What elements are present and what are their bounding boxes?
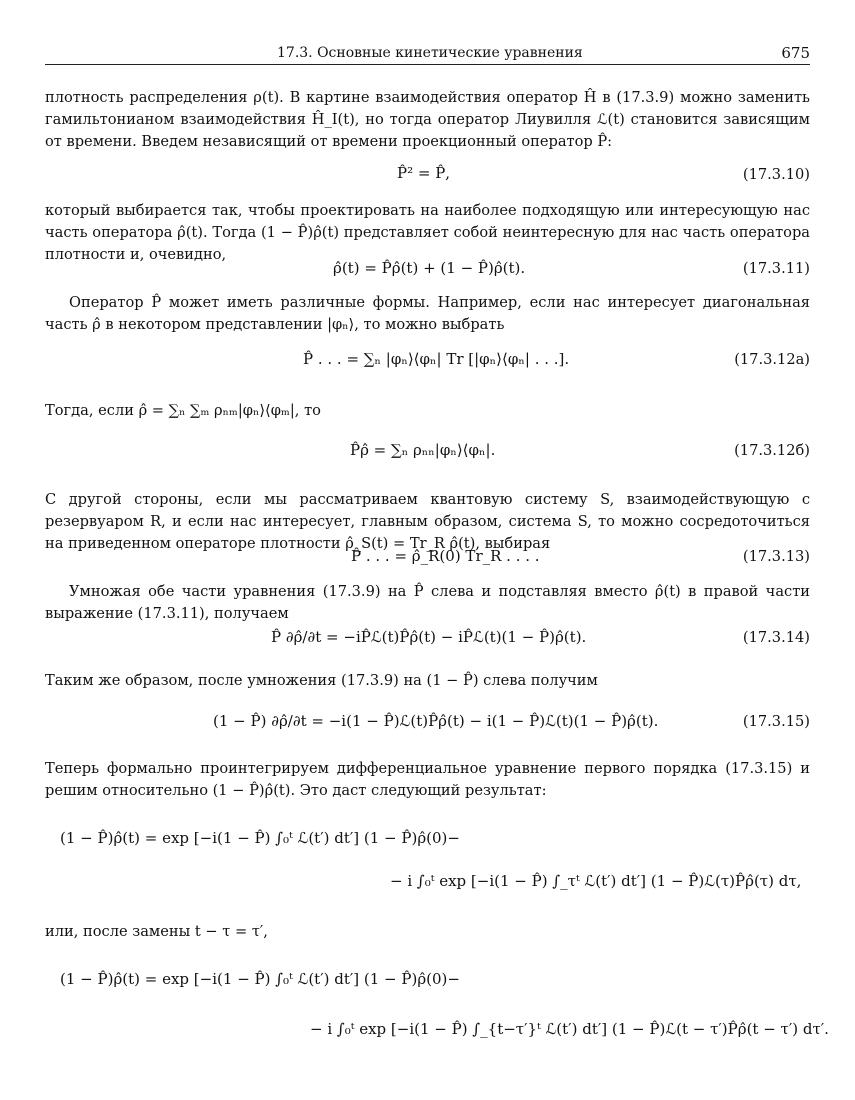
paragraph-2: который выбирается так, чтобы проектировать на наиболее подходящую или интересующую нас часть оператора ρ̂(t). Тогда (1 − P̂)ρ̂(t) представляет собой неинтересную для нас часть оператора плотности и, очевидно,: [45, 202, 810, 263]
equation-number-17-3-14: (17.3.14): [742, 629, 810, 646]
solution-2-line-1: (1 − P̂)ρ̂(t) = exp [−i(1 − P̂) ∫₀ᵗ ℒ(t′) dt′] (1 − P̂)ρ̂(0)−: [60, 970, 460, 988]
solution-2-line-2: − i ∫₀ᵗ exp [−i(1 − P̂) ∫_{t−τ′}ᵗ ℒ(t′) dt′] (1 − P̂)ℒ(t − τ′)P̂ρ̂(t − τ′) dτ′.: [310, 1020, 829, 1038]
solution-1-line-2: − i ∫₀ᵗ exp [−i(1 − P̂) ∫_τᵗ ℒ(t′) dt′] (1 − P̂)ℒ(τ)P̂ρ̂(τ) dτ,: [390, 872, 802, 890]
page-number: 675: [781, 44, 810, 62]
equation-number-17-3-13: (17.3.13): [742, 548, 810, 565]
equation-number-17-3-11: (17.3.11): [742, 260, 810, 277]
equation-number-17-3-12b: (17.3.12б): [734, 442, 810, 459]
equation-number-17-3-10: (17.3.10): [742, 166, 810, 183]
equation-17-3-11: ρ̂(t) = P̂ρ̂(t) + (1 − P̂)ρ̂(t).: [333, 259, 526, 277]
equation-17-3-12a: P̂ . . . = ∑ₙ |φₙ⟩⟨φₙ| Tr [|φₙ⟩⟨φₙ| . . .].: [303, 350, 570, 368]
paragraph-5: С другой стороны, если мы рассматриваем квантовую систему S, взаимодействующую с резервуаром R, и если нас интересует, главным образом, система S, то можно сосредоточиться на приведенном операторе плотности ρ̂_S(t) = Tr_R ρ̂(t), выбирая: [45, 491, 810, 552]
page: [45, 0, 829, 1100]
equation-17-3-15: (1 − P̂) ∂ρ̂/∂t = −i(1 − P̂)ℒ(t)P̂ρ̂(t) − i(1 − P̂)ℒ(t)(1 − P̂)ρ̂(t).: [213, 712, 659, 730]
paragraph-8: Теперь формально проинтегрируем дифференциальное уравнение первого порядка (17.3.15) и решим относительно (1 − P̂)ρ̂(t). Это даст следующий результат:: [45, 760, 810, 799]
solution-1-line-1: (1 − P̂)ρ̂(t) = exp [−i(1 − P̂) ∫₀ᵗ ℒ(t′) dt′] (1 − P̂)ρ̂(0)−: [60, 829, 460, 847]
equation-17-3-14: P̂ ∂ρ̂/∂t = −iP̂ℒ(t)P̂ρ̂(t) − iP̂ℒ(t)(1 − P̂)ρ̂(t).: [271, 628, 587, 646]
running-header: [45, 42, 810, 65]
paragraph-9: или, после замены t − τ = τ′,: [45, 923, 268, 940]
paragraph-4: Тогда, если ρ̂ = ∑ₙ ∑ₘ ρₙₘ|φₙ⟩⟨φₘ|, то: [45, 402, 321, 419]
equation-number-17-3-12a: (17.3.12a): [734, 351, 810, 368]
paragraph-7: Таким же образом, после умножения (17.3.9) на (1 − P̂) слева получим: [45, 672, 598, 689]
paragraph-3: Оператор P̂ может иметь различные формы. Например, если нас интересует диагональная часть ρ̂ в некотором представлении |φₙ⟩, то можно выбрать: [45, 294, 810, 333]
paragraph-1: плотность распределения ρ(t). В картине взаимодействия оператор Ĥ в (17.3.9) можно заменить гамильтонианом взаимодействия Ĥ_I(t), но тогда оператор Лиувилля ℒ(t) становится зависящим от времени. Введем независящий от времени проекционный оператор P̂:: [45, 89, 810, 150]
equation-number-17-3-15: (17.3.15): [742, 713, 810, 730]
paragraph-6: Умножая обе части уравнения (17.3.9) на P̂ слева и подставляя вместо ρ̂(t) в правой части выражение (17.3.11), получаем: [45, 583, 810, 622]
equation-17-3-10: P̂² = P̂,: [397, 164, 451, 182]
equation-17-3-12b: P̂ρ̂ = ∑ₙ ρₙₙ|φₙ⟩⟨φₙ|.: [350, 441, 496, 459]
section-title: 17.3. Основные кинетические уравнения: [277, 45, 583, 61]
equation-17-3-13: P̂ . . . = ρ̂_R(0) Tr_R . . . .: [351, 547, 540, 565]
